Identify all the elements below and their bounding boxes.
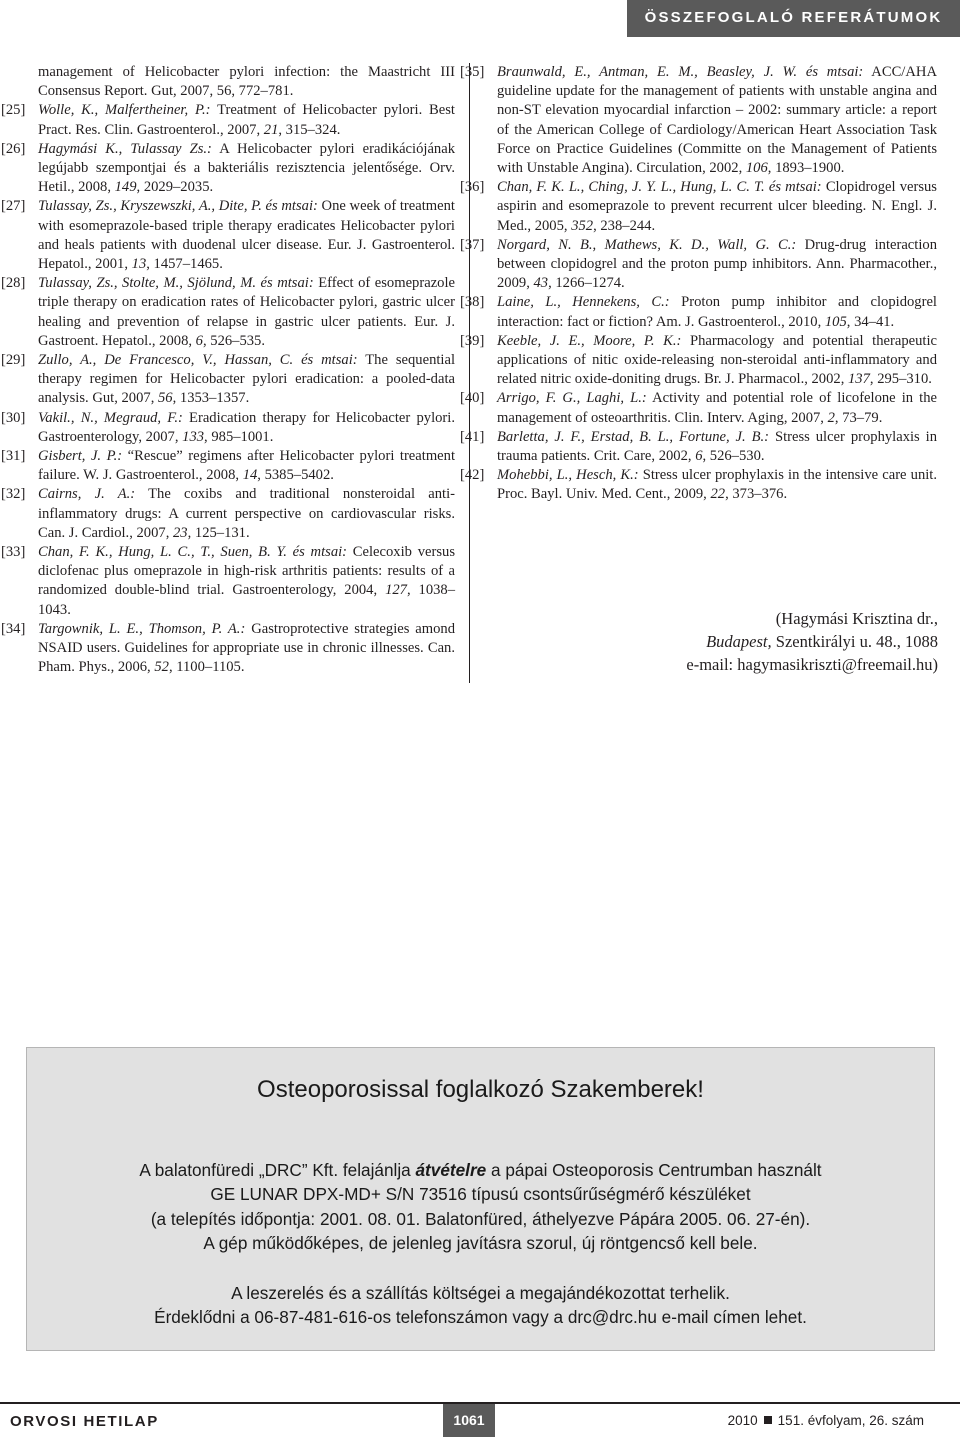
ad-line-offer	[27, 1158, 934, 1182]
author-address	[508, 630, 938, 653]
journal-name: ORVOSI HETILAP	[10, 1413, 159, 1430]
reference-text: Pharmacology and potential therapeutic applications of nitic oxide-releasing non-steroidal anti-inflammatory and related nitric oxide-doniting drugs. Br. J. Pharmacol., 2002,	[497, 332, 937, 388]
reference-number: [26]	[1, 140, 26, 157]
reference-authors: Chan, F. K. L., Ching, J. Y. L., Hung, L. C. T. és mtsai:	[497, 179, 822, 196]
ad-line-install: (a telepítés időpontja: 2001. 08. 01. Balatonfüred, áthelyezve Pápára 2005. 06. 27-én).	[150, 1208, 811, 1229]
reference-number: [40]	[460, 390, 485, 407]
reference-authors: Laine, L., Hennekens, C.:	[497, 294, 670, 311]
reference-number: [27]	[1, 198, 26, 215]
reference-volume: 14	[242, 467, 258, 484]
reference-number: [42]	[460, 467, 485, 484]
reference-item	[1, 351, 456, 409]
reference-volume: 133	[182, 428, 205, 445]
reference-pages: , 238–244.	[593, 217, 656, 234]
reference-volume: 137	[848, 371, 870, 388]
reference-item	[460, 389, 938, 427]
ad-line-costs: A leszerelés és a szállítás költségei a megajándékozottat terhelik.	[231, 1283, 730, 1303]
square-bullet-icon	[764, 1416, 772, 1424]
reference-text: Drug-drug interaction between clopidogrel and the proton pump inhibitors. Ann. Pharmacother., 2009,	[497, 236, 937, 292]
reference-authors: Chan, F. K., Hung, L. C., T., Suen, B. Y. és mtsai:	[38, 544, 348, 561]
reference-number: [41]	[460, 428, 485, 445]
reference-authors: Hagymási K., Tulassay Zs.:	[38, 140, 212, 157]
reference-authors: Norgard, N. B., Mathews, K. D., Wall, G. C.:	[497, 236, 797, 253]
reference-text: Treatment of Helicobacter pylori. Best Pract. Res. Clin. Gastroenterol., 2007,	[38, 102, 455, 138]
reference-number: [30]	[1, 409, 26, 426]
reference-item	[460, 178, 937, 236]
reference-pages: , 315–324.	[278, 121, 341, 138]
reference-volume: 127	[385, 582, 407, 599]
reference-number: [25]	[1, 102, 26, 119]
reference-number: [34]	[1, 620, 26, 637]
reference-authors: Gisbert, J. P.:	[38, 448, 123, 465]
author-city: Budapest,	[706, 632, 772, 651]
reference-authors: Braunwald, E., Antman, E. M., Beasley, J. W. és mtsai:	[497, 64, 864, 80]
ad-line-condition: A gép működőképes, de jelenleg javításra szorul, új röntgencső kell bele.	[203, 1233, 758, 1254]
issue-year: 2010	[727, 1413, 758, 1428]
reference-item	[1, 447, 455, 485]
reference-text: Stress ulcer prophylaxis in the intensive care unit. Proc. Bayl. Univ. Med. Cent., 2009,	[497, 467, 937, 503]
ad-line-device: GE LUNAR DPX-MD+ S/N 73516 típusú csontsűrűségmérő készüléket	[210, 1184, 751, 1205]
reference-authors: Targownik, L. E., Thomson, P. A.:	[38, 620, 246, 637]
reference-authors: Tulassay, Zs., Kryszewszki, A., Dite, P. és mtsai:	[38, 198, 318, 215]
reference-item	[1, 620, 456, 678]
reference-volume: 6	[695, 448, 703, 465]
reference-pages: , 526–535.	[202, 332, 265, 349]
reference-pages: , 1893–1900.	[767, 160, 845, 177]
reference-volume: 105	[824, 313, 847, 330]
reference-volume: 6	[195, 332, 203, 349]
reference-text: Eradication therapy for Helicobacter pylori. Gastroenterology, 2007,	[38, 409, 455, 445]
reference-text: Stress ulcer prophylaxis in trauma patients. Crit. Care, 2002,	[497, 428, 937, 465]
reference-item	[1, 197, 455, 274]
reference-number: [31]	[1, 448, 26, 465]
reference-volume: 52	[154, 659, 169, 676]
ad-line-offer-start: A balatonfüredi „DRC” Kft. felajánlja	[139, 1160, 416, 1180]
reference-pages: , 295–310.	[869, 371, 932, 388]
reference-pages: , 1100–1105.	[168, 659, 245, 676]
ad-body	[27, 1158, 934, 1256]
reference-volume: 13	[131, 256, 147, 273]
reference-volume: 56	[158, 390, 173, 407]
reference-item	[1, 485, 455, 543]
reference-volume: 352	[571, 217, 594, 234]
reference-pages: , 1353–1357.	[172, 390, 250, 407]
reference-pages: , 34–41.	[846, 313, 895, 330]
reference-authors: Keeble, J. E., Moore, P. K.:	[497, 332, 682, 349]
page-number-box	[443, 1404, 495, 1437]
advertisement-box	[26, 1047, 935, 1351]
reference-text: ACC/AHA guideline update for the management of patients with unstable angina and non-ST elevation myocardial infarction – 2002: summary article: a report of the American College of Cardiology/American Heart Association Task Force on Practice Guidelines (Committe on the Management of Patients with Unstable Angina). Circulation, 2002,	[497, 64, 937, 177]
page-number: 1061	[453, 1412, 485, 1428]
reference-item	[460, 466, 937, 504]
reference-authors: Arrigo, F. G., Laghi, L.:	[497, 390, 647, 407]
reference-text: The sequential therapy regimen for Helicobacter pylori eradication: a pooled-data analysis. Gut, 2007,	[38, 352, 456, 407]
reference-item	[460, 332, 937, 390]
author-email[interactable]: e-mail: hagymasikriszti@freemail.hu)	[686, 655, 938, 674]
reference-text: The coxibs and traditional nonsteroidal anti-inflammatory drugs: A current perspective on cardiovascular risks. Can. J. Cardiol., 2007,	[38, 486, 455, 541]
reference-pages: , 5385–5402.	[257, 467, 334, 484]
reference-text: “Rescue” regimens after Helicobacter pylori treatment failure. W. J. Gastroenterol., 2008,	[38, 448, 455, 484]
reference-volume: 23	[173, 524, 188, 541]
reference-authors: Vakil., N., Megraud, F.:	[38, 409, 183, 426]
reference-authors: Wolle, K., Malfertheiner, P.:	[38, 102, 211, 119]
reference-pages: , 1038–1043.	[38, 582, 456, 618]
reference-text: Clopidrogel versus aspirin and esomeprazole to prevent recurrent ulcer bleeding. N. Engl. J. Med., 2005,	[497, 179, 937, 234]
reference-authors: Barletta, J. F., Erstad, B. L., Fortune, J. B.:	[497, 428, 770, 445]
issue-volume: 151. évfolyam, 26. szám	[777, 1413, 924, 1428]
reference-continuation: management of Helicobacter pylori infection: the Maastricht III Consensus Report. Gut, 2007, 56, 772–781.	[38, 64, 455, 100]
ad-footer	[27, 1281, 934, 1330]
reference-item	[1, 543, 456, 620]
reference-volume: 21	[263, 121, 279, 138]
reference-number: [28]	[1, 275, 26, 292]
reference-text: Celecoxib versus diclofenac plus omeprazole in high-risk arthritis patients: results of a randomized double-blind trial. Gastroenterology, 2004,	[38, 544, 455, 599]
reference-volume: 106	[745, 160, 768, 177]
left-reference-list	[1, 101, 456, 677]
reference-pages: , 1457–1465.	[146, 256, 223, 273]
reference-number: [29]	[1, 352, 26, 369]
reference-volume: 22	[710, 486, 726, 503]
reference-number: [32]	[1, 486, 26, 503]
section-header-bar	[627, 0, 960, 37]
reference-number: [33]	[1, 544, 26, 561]
reference-number: [35]	[460, 64, 485, 80]
reference-pages: , 2029–2035.	[136, 179, 214, 196]
reference-pages: , 73–79.	[834, 409, 883, 426]
ad-title: Osteoporosissal foglalkozó Szakemberek!	[257, 1076, 704, 1103]
ad-line-contact: Érdeklődni a 06-87-481-616-os telefonszámon vagy a drc@drc.hu e-mail címen lehet.	[154, 1307, 807, 1328]
reference-volume: 149	[114, 179, 137, 196]
reference-number: [39]	[460, 332, 485, 349]
reference-item	[460, 63, 937, 178]
reference-text: Gastroprotective strategies amond NSAID users. Guidelines for appropriate use in chronic illnesses. Can. Pham. Phys., 2006,	[38, 620, 456, 676]
reference-pages: , 125–131.	[187, 524, 250, 541]
reference-pages: , 1266–1274.	[548, 275, 625, 292]
reference-volume: 2	[827, 409, 835, 426]
right-reference-column	[460, 63, 938, 505]
reference-volume: 43	[533, 275, 549, 292]
reference-text: Effect of esomeprazole triple therapy on eradication rates of Helicobacter pylori, gastric ulcer healing and prevention of relapse in gastric ulcer patients. Eur. J. Gastroent. Hepatol., 2008,	[38, 275, 455, 349]
right-reference-list	[460, 63, 938, 505]
reference-authors: Cairns, J. A.:	[38, 486, 136, 503]
author-name: (Hagymási Krisztina dr.,	[775, 609, 938, 628]
reference-authors: Mohebbi, L., Hesch, K.:	[497, 467, 639, 484]
reference-authors: Tulassay, Zs., Stolte, M., Sjölund, M. és mtsai:	[38, 275, 314, 292]
reference-number: [38]	[460, 294, 485, 311]
author-signature	[508, 607, 938, 676]
reference-pages: , 373–376.	[725, 486, 788, 503]
reference-item	[1, 409, 455, 447]
author-street: Szentkirályi u. 48., 1088	[771, 632, 938, 651]
reference-text: Proton pump inhibitor and clopidogrel interaction: fact or fiction? Am. J. Gastroenterol., 2010,	[497, 294, 937, 330]
reference-item	[460, 293, 937, 331]
ad-highlight: átvételre	[415, 1160, 487, 1180]
reference-item	[460, 236, 937, 294]
reference-item	[1, 274, 455, 351]
reference-pages: , 985–1001.	[204, 428, 274, 445]
reference-text: Activity and potential role of licofelone in the management of osteoarthritis. Clin. Interv. Aging, 2007,	[497, 390, 938, 426]
reference-number: [36]	[460, 179, 485, 196]
left-reference-column	[1, 63, 456, 678]
reference-item	[1, 140, 455, 198]
reference-authors: Zullo, A., De Francesco, V., Hassan, C. és mtsai:	[38, 352, 358, 369]
reference-number: [37]	[460, 236, 485, 253]
reference-text: One week of treatment with esomeprazole-based triple therapy eradicates Helicobacter pylori and heals patients with duodenal ulcer disease. Eur. J. Gastroenterol. Hepatol., 2001,	[38, 198, 455, 273]
column-divider	[469, 63, 470, 683]
issue-info	[728, 1413, 924, 1428]
ad-line-offer-end: a pápai Osteoporosis Centrumban használt	[486, 1160, 822, 1180]
reference-item	[1, 101, 455, 139]
reference-text: A Helicobacter pylori eradikációjának legújabb szempontjai és a bakteriális rezisztencia jelentősége. Orv. Hetil., 2008,	[38, 140, 455, 196]
reference-pages: , 526–530.	[702, 448, 765, 465]
reference-item	[460, 428, 937, 466]
section-title: ÖSSZEFOGLALÓ REFERÁTUMOK	[644, 9, 943, 26]
